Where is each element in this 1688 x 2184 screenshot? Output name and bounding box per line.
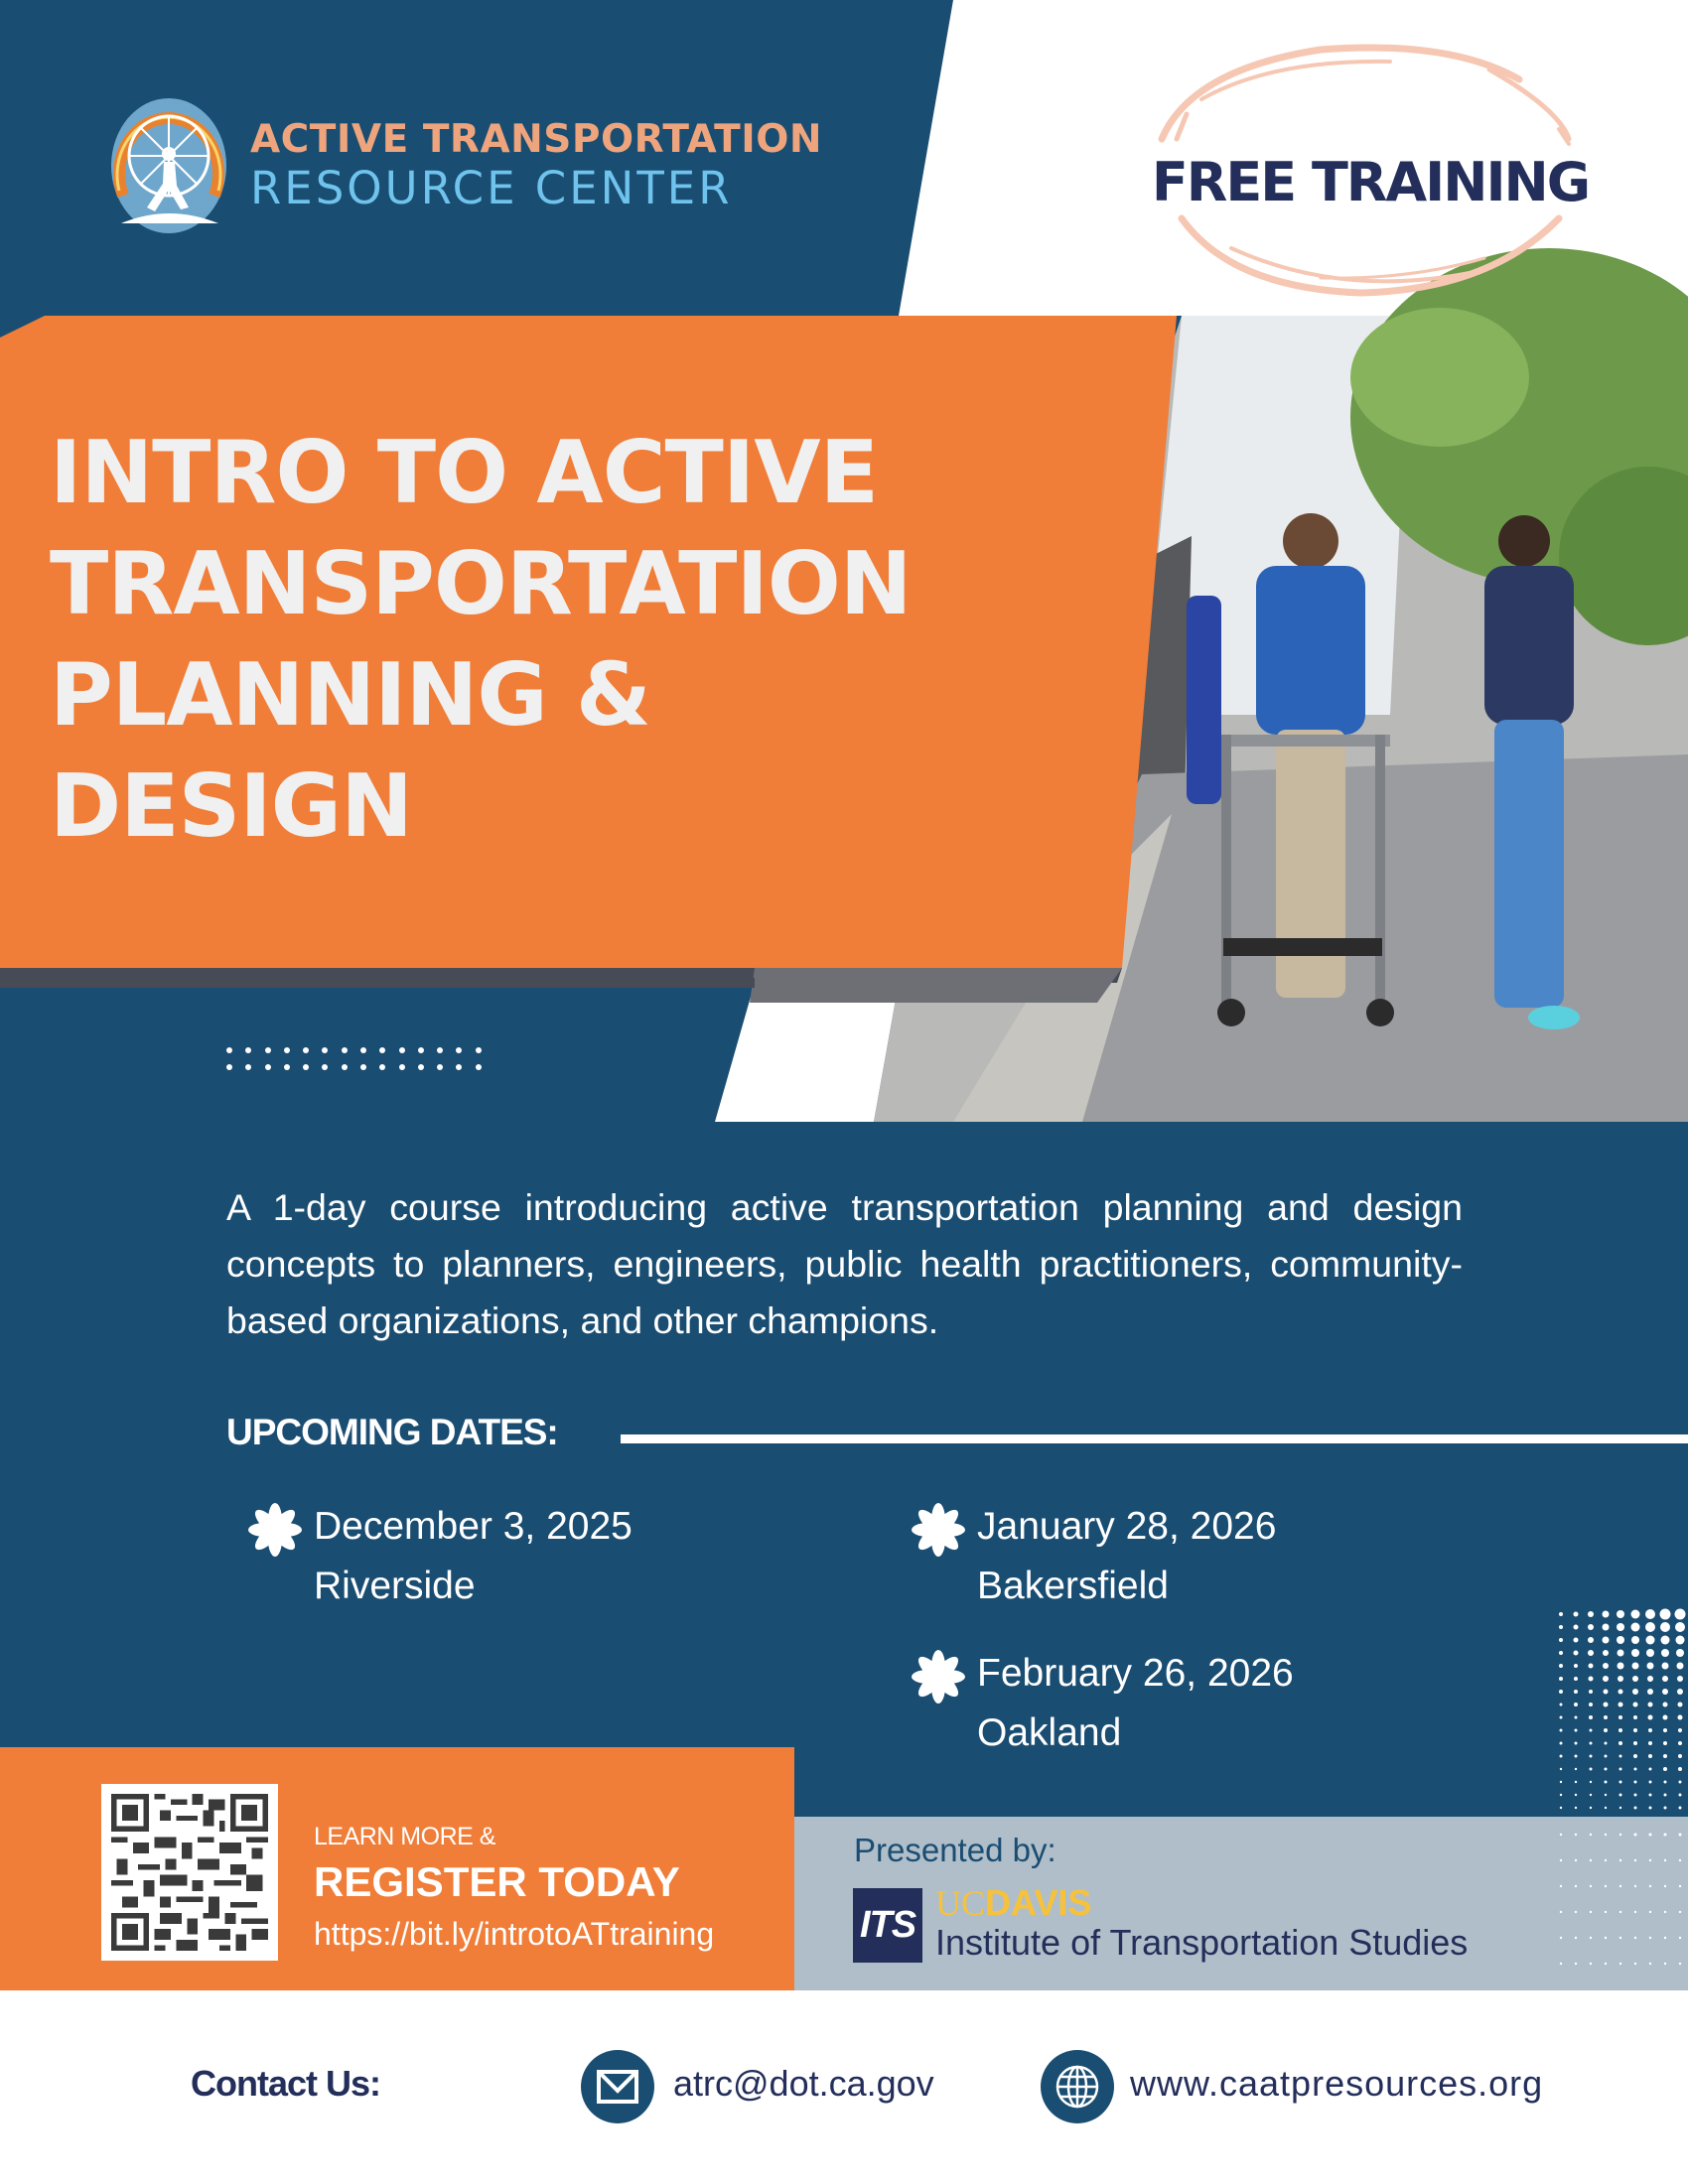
heading-divider: [621, 1434, 1688, 1443]
course-title: [50, 417, 1092, 862]
globe-icon: [1041, 2050, 1114, 2123]
email-link[interactable]: atrc@dot.ca.gov: [673, 2063, 934, 2104]
ucdavis-wordmark: [935, 1883, 1091, 1923]
decorative-dots: [226, 1047, 494, 1073]
learn-more-label: LEARN MORE &: [314, 1823, 495, 1850]
date-item: [912, 1501, 1276, 1620]
date-item: [248, 1501, 633, 1620]
logo-line-1: ACTIVE TRANSPORTATION: [250, 117, 823, 162]
date-item: [912, 1648, 1294, 1767]
wheel-walker-logo-icon: [109, 96, 228, 235]
date: January 28, 2026: [977, 1505, 1277, 1548]
flower-bullet-icon: [912, 1503, 965, 1557]
title-line-1: INTRO TO ACTIVE: [50, 422, 879, 523]
uc-text: UC: [935, 1883, 986, 1923]
contact-us-label: Contact Us:: [191, 2063, 381, 2104]
presented-by-label: Presented by:: [854, 1832, 1056, 1868]
email-icon: [581, 2050, 654, 2123]
website-link[interactable]: www.caatpresources.org: [1130, 2063, 1544, 2104]
date: February 26, 2026: [977, 1652, 1294, 1695]
flower-bullet-icon: [912, 1650, 965, 1704]
its-label: ITS: [859, 1904, 916, 1946]
city: Bakersfield: [977, 1565, 1169, 1607]
flower-bullet-icon: [248, 1503, 302, 1557]
qr-code-icon[interactable]: [101, 1784, 278, 1961]
register-today-label: REGISTER TODAY: [314, 1858, 680, 1905]
its-logo-icon: [853, 1888, 922, 1963]
upcoming-dates-heading: UPCOMING DATES:: [226, 1412, 558, 1452]
city: Riverside: [314, 1565, 476, 1607]
institute-name: Institute of Transportation Studies: [935, 1922, 1469, 1963]
title-line-3: PLANNING &: [50, 644, 650, 746]
free-training-label: FREE TRAINING: [1151, 151, 1590, 213]
city: Oakland: [977, 1711, 1122, 1754]
course-description: A 1-day course introducing active transportation planning and design concepts to planners, engineers, public health practitioners, community-based organizations, and other champions.: [226, 1186, 1463, 1341]
title-line-2: TRANSPORTATION: [50, 533, 912, 634]
davis-text: DAVIS: [985, 1882, 1092, 1923]
free-training-badge: [1092, 20, 1648, 318]
title-line-4: DESIGN: [50, 755, 412, 857]
atrc-logo: [109, 91, 824, 240]
registration-link[interactable]: https://bit.ly/introtoATtraining: [314, 1916, 715, 1952]
date: December 3, 2025: [314, 1505, 633, 1548]
logo-line-2: RESOURCE CENTER: [250, 162, 733, 214]
